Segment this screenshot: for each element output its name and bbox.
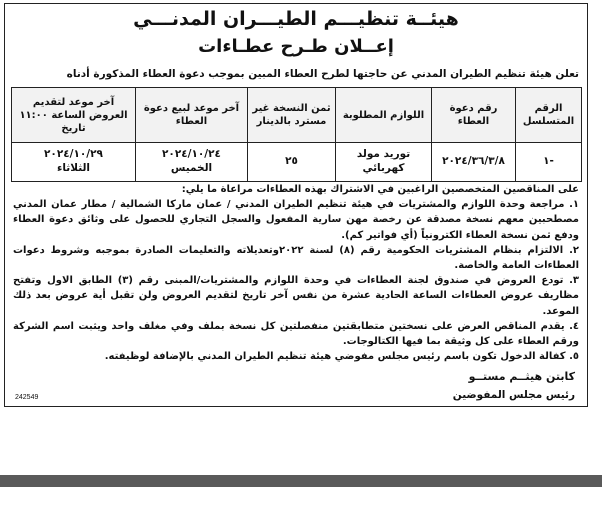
signer-name: كابتن هيثــم مستــو	[468, 370, 575, 383]
cell-supplies: توريد مولد كهربائي	[336, 143, 432, 182]
announcement-title: إعــلان طـرح عطـاءات	[198, 36, 394, 57]
conditions-list	[13, 182, 579, 364]
intro-text: تعلن هيئة تنظيم الطيران المدني عن حاجتها لطرح العطاء المبين بموجب دعوة العطاء المذكورة أدناه	[66, 68, 579, 80]
header-submission-deadline: آخر موعد لتقديم العروض الساعة ١١:٠٠ تاريخ	[12, 88, 136, 143]
organization-name: هيئــة تنظيـــم الطيـــران المدنـــي	[133, 8, 459, 30]
cell-submission-deadline	[12, 143, 136, 182]
cell-tender-number: ٢٠٢٤/٣٦/٣/٨	[432, 143, 516, 182]
cell-serial: -١	[516, 143, 582, 182]
table-header-row	[12, 88, 582, 143]
condition-item-3: ٣. تودع العروض في صندوق لجنة العطاءات في وحدة اللوازم والمشتريات/المبنى رقم (٣) الطابق الاول وتفتح مظاريف عروض العطاءات الساعة الحادية عشرة من نفس آخر تاريخ لتقديم العروض ولن تقبل أية عروض بعد ذلك الموعد.	[13, 275, 579, 317]
header-supplies: اللوازم المطلوبة	[336, 88, 432, 143]
signer-title: رئيس مجلس المفوضين	[452, 389, 575, 401]
header-price: ثمن النسخة غير مسترد بالدينار	[248, 88, 336, 143]
condition-item-4: ٤. يقدم المناقص العرض على نسختين متطابقتين منفصلتين كل نسخة بملف وفي مغلف واحد ويثبت اسم الشركة ورقم العطاء على كل وثيقة بما فيها الكتالوجات.	[13, 320, 579, 348]
tender-table	[11, 87, 582, 182]
sale-date: ٢٠٢٤/١٠/٢٤	[162, 148, 221, 161]
submission-date: ٢٠٢٤/١٠/٢٩	[44, 148, 103, 161]
conditions-intro: على المناقصين المتخصصين الراغبين في الاشتراك بهذه العطاءات مراعاة ما يلي:	[181, 184, 579, 195]
condition-item-1: ١. مراجعة وحدة اللوازم والمشتريات في هيئة تنظيم الطيران المدني / عمان ماركا الشمالية / مطار عمان المدني مصطحبين معهم نسخة مصدقة عن رخصة مهن سارية المفعول والسجل التجاري للحصول على وثائق دعوة العطاء ودفع ثمن نسخة العطاء الكترونياً (أي فواتير كم).	[13, 199, 579, 241]
submission-day: الثلاثاء	[56, 162, 91, 174]
table-row	[12, 143, 582, 182]
condition-item-5: ٥. كفالة الدخول تكون باسم رئيس مجلس مفوضي هيئة تنظيم الطيران المدني بالإضافة لوظيفته.	[104, 351, 579, 363]
sale-day: الخميس	[170, 162, 213, 174]
header-serial: الرقم المتسلسل	[516, 88, 582, 143]
bottom-divider-band	[0, 475, 602, 487]
cell-price: ٢٥	[248, 143, 336, 182]
header-sale-deadline: آخر موعد لبيع دعوة العطاء	[136, 88, 248, 143]
header-tender-number: رقم دعوة العطاء	[432, 88, 516, 143]
cell-sale-deadline	[136, 143, 248, 182]
tender-announcement	[4, 3, 588, 407]
condition-item-2: ٢. الالتزام بنظام المشتريات الحكومية رقم (٨) لسنة ٢٠٢٢وتعديلاته والتعليمات الصادرة بموجبه وشروط دعوات العطاءات العامة والخاصة.	[13, 244, 579, 272]
ad-code: 242549	[15, 394, 39, 401]
